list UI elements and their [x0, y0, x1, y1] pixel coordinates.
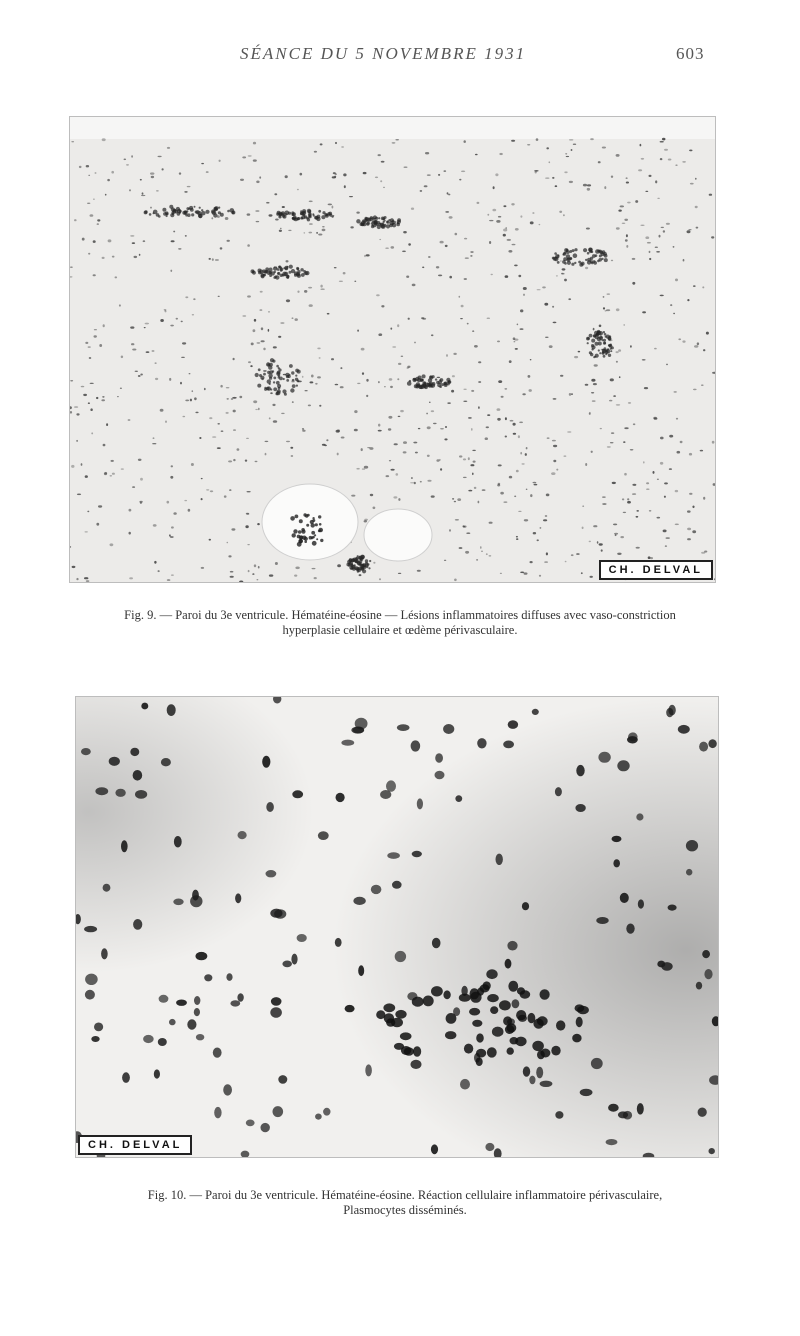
figure-9-caption-line-2: hyperplasie cellulaire et œdème périvasculaire.	[282, 623, 518, 637]
figure-10-micrograph	[75, 696, 719, 1158]
figure-10-caption-line-1: Fig. 10. — Paroi du 3e ventricule. Hématéine-éosine. Réaction cellulaire inflammatoire périvasculaire,	[147, 1188, 663, 1202]
running-head	[0, 44, 800, 68]
figure-9-credit: CH. DELVAL	[599, 560, 713, 580]
figure-10-caption-line-2: Plasmocytes disséminés.	[343, 1203, 467, 1217]
figure-10-credit: CH. DELVAL	[78, 1135, 192, 1155]
page-number: 603	[676, 44, 705, 63]
figure-10-micrograph-texture	[76, 697, 718, 1157]
figure-9-caption	[60, 608, 740, 638]
figure-9-micrograph-texture	[70, 117, 715, 582]
figure-9-micrograph	[69, 116, 716, 583]
figure-10-caption	[60, 1188, 750, 1218]
figure-9-caption-line-1: Fig. 9. — Paroi du 3e ventricule. Hématéine-éosine — Lésions inflammatoires diffuses avec vaso-constriction	[124, 608, 676, 622]
running-title: SÉANCE DU 5 NOVEMBRE 1931	[240, 44, 527, 63]
